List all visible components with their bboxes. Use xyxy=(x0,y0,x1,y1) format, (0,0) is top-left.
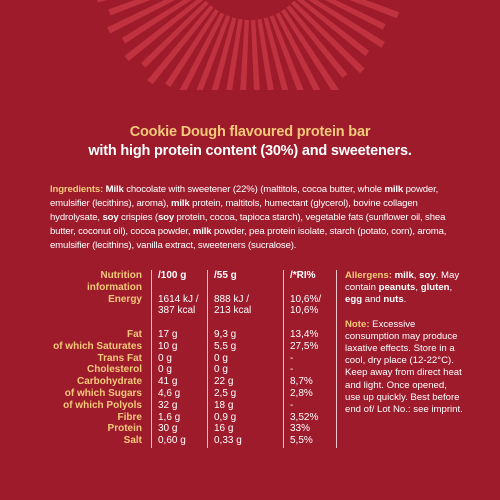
per55-column xyxy=(214,270,274,447)
nutrient-value-ri: 13,4% xyxy=(290,328,319,340)
allergens-label: Allergens: xyxy=(345,270,392,281)
nutrient-value-per100: 0,60 g xyxy=(158,435,186,447)
nutrient-label: of which Sugars xyxy=(64,387,142,399)
nutrient-value-ri: 27,5% xyxy=(290,340,319,352)
spacer xyxy=(214,317,274,329)
nutrition-heading: Nutrition xyxy=(100,270,142,281)
nutrient-value-per55: 888 kJ / xyxy=(214,293,250,305)
allergens-fragment: and xyxy=(362,294,384,306)
nutrient-value-per55: 2,5 g xyxy=(214,387,237,399)
allergens-fragment: , xyxy=(415,282,421,294)
nutrient-value-per100: 41 g xyxy=(158,376,178,388)
spacer xyxy=(290,282,340,294)
nutrient-label: Fat xyxy=(127,328,142,340)
allergens-fragment: nuts xyxy=(383,294,404,306)
nutrient-label: Protein xyxy=(107,423,142,435)
nutrient-value-ri: 2,8% xyxy=(290,387,313,399)
nutrient-label: of which Polyols xyxy=(63,399,142,411)
nutrient-label xyxy=(50,305,142,317)
nutrient-label: Trans Fat xyxy=(97,352,142,364)
nutrient-value-per100: 30 g xyxy=(158,423,178,435)
ingredients-fragment: protein, maltitols, humectant (glycerol), bovine collagen hydrolysate, xyxy=(50,198,418,223)
nutrient-value-per55: 5,5 g xyxy=(214,340,237,352)
title-block xyxy=(0,124,500,159)
nutrient-value-per100: 1614 kJ / xyxy=(158,293,199,305)
nutrient-value-per100: 32 g xyxy=(158,399,178,411)
product-subtitle: with high protein content (30%) and sweeteners. xyxy=(88,143,412,159)
nutrition-labels-column xyxy=(50,270,142,447)
divider-line xyxy=(283,270,284,448)
ingredients-fragment: protein, cocoa, tapioca starch), vegetable fats (sunflower oil, shea butter, coconut oil), cocoa powder, xyxy=(50,212,446,237)
nutrient-label: Cholesterol xyxy=(86,364,142,376)
per100-column xyxy=(158,270,218,447)
header-ri: /*RI% xyxy=(290,270,316,281)
ingredients-fragment: soy xyxy=(102,212,119,223)
spacer xyxy=(50,317,142,329)
nutrient-value-per100: 17 g xyxy=(158,328,178,340)
nutrient-value-ri: 3,52% xyxy=(290,411,319,423)
nutrient-value-per100: 4,6 g xyxy=(158,387,181,399)
nutrient-label: Energy xyxy=(108,293,142,305)
ingredients-fragment: powder, pea protein isolate, starch (potato, corn), aroma, emulsifier (lecithins), vanilla extract, sweeteners (sucralose). xyxy=(50,226,447,251)
nutrient-label: Salt xyxy=(123,435,142,447)
note-body: Excessive consumption may produce laxative effects. Store in a cool, dry place (12-22°C). Keep away from direct heat and light. Once opened, use up quickly. Best before end of/ Lot No.: see imprint. xyxy=(345,318,463,416)
allergens-fragment: egg xyxy=(345,294,363,306)
nutrient-value-per55: 22 g xyxy=(214,376,234,388)
ri-column xyxy=(290,270,340,447)
spacer xyxy=(158,282,218,294)
nutrient-value-per55: 213 kcal xyxy=(214,305,252,317)
ingredients-fragment: soy xyxy=(157,212,175,223)
spacer xyxy=(158,317,218,329)
nutrient-value-per100: 10 g xyxy=(158,340,178,352)
nutrient-value-per55: 18 g xyxy=(214,399,234,411)
spacer xyxy=(214,282,274,294)
allergens-fragment: milk xyxy=(394,270,414,281)
ingredients-fragment: crispies ( xyxy=(118,212,158,223)
ingredients-fragment: milk xyxy=(171,198,190,209)
allergens-fragment: gluten xyxy=(420,282,450,294)
nutrient-value-per55: 0,9 g xyxy=(214,411,237,423)
nutrient-label: Fibre xyxy=(117,411,142,423)
allergens-note-panel xyxy=(345,270,463,416)
allergens-fragment: peanuts xyxy=(378,282,416,294)
nutrient-value-ri: - xyxy=(290,352,294,364)
ingredients-body xyxy=(50,184,446,251)
nutrient-value-per100: 1,6 g xyxy=(158,411,181,423)
ingredients-fragment: Milk xyxy=(105,184,124,195)
nutrient-value-per55: 16 g xyxy=(214,423,234,435)
nutrient-value-ri: 5,5% xyxy=(290,435,313,447)
note-text xyxy=(345,319,463,417)
nutrient-value-per55: 0,33 g xyxy=(214,435,242,447)
ingredients-text xyxy=(50,183,450,253)
allergens-fragment: . May contain xyxy=(345,270,460,294)
nutrient-label: of which Saturates xyxy=(53,340,142,352)
allergens-fragment: soy xyxy=(419,270,436,281)
header-per55: /55 g xyxy=(214,270,237,281)
nutrient-value-ri: - xyxy=(290,399,294,411)
divider-line xyxy=(207,270,208,448)
divider-line xyxy=(336,270,337,448)
product-title: Cookie Dough flavoured protein bar xyxy=(129,124,371,140)
allergens-fragment: , xyxy=(449,282,453,294)
nutrient-label: Carbohydrate xyxy=(76,376,142,388)
allergens-fragment: , xyxy=(413,270,420,281)
nutrient-value-per100: 0 g xyxy=(158,364,172,376)
spacer xyxy=(290,317,340,329)
header-per100: /100 g xyxy=(158,270,187,281)
ingredients-fragment: milk xyxy=(192,226,212,237)
ingredients-fragment: chocolate with sweetener (22%) (maltitols, cocoa butter, whole xyxy=(123,184,385,195)
nutrient-value-per100: 387 kcal xyxy=(158,305,196,317)
nutrient-value-ri: - xyxy=(290,364,294,376)
nutrient-value-per55: 9,3 g xyxy=(214,328,237,340)
nutrient-value-ri: 33% xyxy=(290,423,311,435)
ingredients-label: Ingredients: xyxy=(50,184,104,195)
nutrient-value-ri: 10,6%/ xyxy=(290,293,322,305)
note-label: Note: xyxy=(345,318,370,330)
sunburst-decoration xyxy=(0,0,500,90)
allergens-fragment: . xyxy=(403,294,407,306)
divider-line xyxy=(151,270,152,448)
allergens-text xyxy=(345,270,463,307)
nutrient-value-ri: 10,6% xyxy=(290,305,319,317)
ingredients-fragment: powder, emulsifier (lecithins), aroma), xyxy=(50,184,439,209)
nutrition-heading: information xyxy=(87,281,142,293)
nutrient-value-per55: 0 g xyxy=(214,352,228,364)
nutrient-value-ri: 8,7% xyxy=(290,376,313,388)
nutrient-value-per100: 0 g xyxy=(158,352,172,364)
ingredients-fragment: milk xyxy=(384,184,404,195)
nutrient-value-per55: 0 g xyxy=(214,364,228,376)
